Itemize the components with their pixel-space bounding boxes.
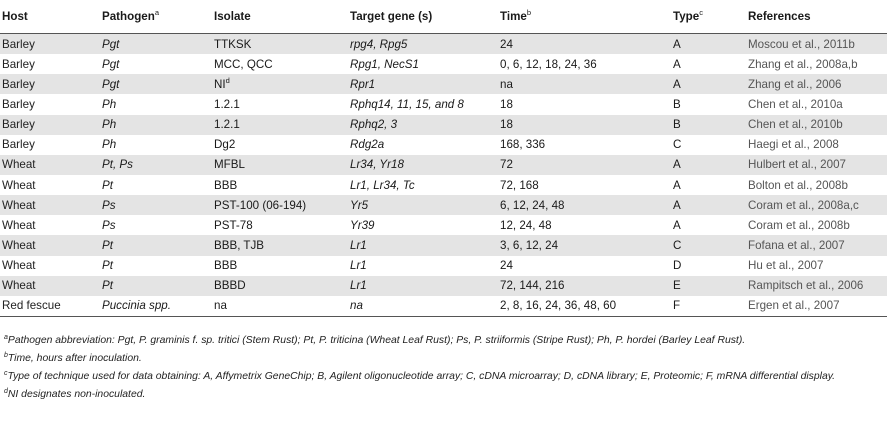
cell-time: 18: [500, 97, 513, 111]
cell-pathogen: Pt: [102, 276, 214, 296]
cell-target-gene: na: [350, 296, 500, 317]
cell-host: Barley: [2, 97, 35, 111]
table-row: [0, 135, 887, 155]
isolate-value: MFBL: [214, 158, 245, 172]
footnotes: [4, 334, 884, 406]
isolate-value: PST-78: [214, 218, 253, 232]
cell-host: Wheat: [0, 195, 102, 215]
footnote: [4, 370, 884, 383]
cell-target-gene: Lr1: [350, 276, 500, 296]
isolate-value: 1.2.1: [214, 97, 240, 111]
cell-isolate: [214, 296, 350, 317]
cell-pathogen: Ph: [102, 138, 117, 152]
header-type-label: Type: [673, 10, 700, 23]
header-time-label: Time: [500, 10, 527, 23]
isolate-value: na: [214, 299, 227, 313]
cell-type: B: [673, 115, 748, 135]
cell-reference: Chen et al., 2010a: [748, 97, 843, 111]
cell-time: 18: [500, 115, 673, 135]
cell-host: Barley: [2, 57, 35, 71]
cell-target-gene: Rphq14, 11, 15, and 8: [350, 97, 464, 111]
isolate-value: BBB: [214, 178, 238, 192]
isolate-value: MCC, QCC: [214, 57, 273, 71]
cell-isolate: [214, 276, 350, 296]
cell-time: 3, 6, 12, 24: [500, 235, 673, 255]
cell-target-gene: Rdg2a: [350, 138, 385, 152]
cell-isolate: [214, 235, 350, 255]
cell-type: E: [673, 276, 748, 296]
cell-isolate: [214, 215, 350, 235]
cell-target-gene: Rphq2, 3: [350, 115, 500, 135]
cell-isolate: [214, 54, 350, 74]
table-row: [0, 175, 887, 195]
cell-isolate: [214, 115, 350, 135]
cell-target-gene: Yr39: [350, 218, 375, 232]
cell-time: 12, 24, 48: [500, 218, 552, 232]
cell-reference: Haegi et al., 2008: [748, 138, 839, 152]
cell-type: C: [673, 235, 748, 255]
cell-host: Barley: [2, 138, 35, 152]
cell-reference: Moscou et al., 2011b: [748, 34, 887, 55]
cell-reference: Ergen et al., 2007: [748, 296, 887, 317]
header-references: References: [748, 0, 887, 34]
cell-reference: Zhang et al., 2006: [748, 74, 887, 94]
table-row: [0, 34, 887, 55]
cell-time: 168, 336: [500, 138, 546, 152]
cell-host: Wheat: [0, 155, 102, 175]
cell-isolate: [214, 195, 350, 215]
header-target: Target gene (s): [350, 0, 500, 34]
table-row: [0, 115, 887, 135]
table-row: [0, 296, 887, 317]
table-row: [0, 54, 887, 74]
cell-target-gene: Lr34, Yr18: [350, 155, 500, 175]
cell-type: D: [673, 259, 682, 273]
cell-pathogen: Pt, Ps: [102, 155, 214, 175]
table-row: [0, 276, 887, 296]
isolate-value: BBBD: [214, 279, 246, 293]
cell-isolate: [214, 135, 350, 155]
cell-time: 6, 12, 24, 48: [500, 195, 673, 215]
header-pathogen-label: Pathogen: [102, 10, 155, 23]
cell-time: 0, 6, 12, 18, 24, 36: [500, 57, 597, 71]
cell-time: 24: [500, 259, 513, 273]
cell-pathogen: Ps: [102, 195, 214, 215]
footnote: [4, 334, 884, 347]
isolate-value: NI: [214, 77, 226, 91]
cell-isolate: [214, 155, 350, 175]
cell-reference: Coram et al., 2008a,c: [748, 195, 887, 215]
header-type: [673, 0, 748, 34]
cell-pathogen: Pgt: [102, 57, 120, 71]
cell-type: F: [673, 296, 748, 317]
footnote-mark: b: [526, 8, 532, 17]
footnote-text: NI designates non-inoculated.: [7, 389, 146, 400]
header-isolate: Isolate: [214, 0, 350, 34]
cell-isolate: [214, 94, 350, 114]
cell-type: A: [673, 57, 681, 71]
footnote-mark: a: [4, 334, 8, 341]
cell-pathogen: Pgt: [102, 34, 214, 55]
cell-type: A: [673, 74, 748, 94]
footnote-text: Pathogen abbreviation: Pgt, P. graminis f. sp. tritici (Stem Rust); Pt, P. triticina (Wheat Leaf Rust); Ps, P. striiformis (Stripe Rust); Ph, P. hordei (Barley Leaf Rust).: [7, 335, 746, 346]
cell-type: B: [673, 97, 681, 111]
cell-target-gene: Yr5: [350, 195, 500, 215]
cell-reference: Coram et al., 2008b: [748, 218, 850, 232]
cell-type: A: [673, 178, 681, 192]
footnote-text: Time, hours after inoculation.: [7, 353, 142, 364]
cell-pathogen: Pt: [102, 178, 113, 192]
cell-pathogen: Puccinia spp.: [102, 296, 214, 317]
cell-target-gene: Lr1, Lr34, Tc: [350, 178, 415, 192]
cell-host: Barley: [0, 74, 102, 94]
cell-target-gene: rpg4, Rpg5: [350, 34, 500, 55]
footnote-mark: c: [699, 8, 703, 17]
cell-reference: Rampitsch et al., 2006: [748, 276, 887, 296]
footnote-mark: a: [154, 8, 159, 17]
cell-target-gene: Lr1: [350, 259, 367, 273]
table-row: [0, 155, 887, 175]
header-host: Host: [0, 0, 102, 34]
cell-host: Wheat: [2, 178, 36, 192]
cell-type: C: [673, 138, 682, 152]
footnote-mark: c: [4, 370, 8, 377]
cell-type: A: [673, 218, 681, 232]
footnote-text: Type of technique used for data obtaining: A, Affymetrix GeneChip; B, Agilent oligonucleotide array; C, cDNA microarray; D, cDNA library; E, Proteomic; F, mRNA differential display.: [7, 371, 836, 382]
cell-type: A: [673, 155, 748, 175]
cell-pathogen: Pt: [102, 235, 214, 255]
cell-host: Barley: [0, 34, 102, 55]
cell-host: Red fescue: [0, 296, 102, 317]
isolate-value: PST-100 (06-194): [214, 198, 307, 212]
isolate-value: BBB, TJB: [214, 238, 265, 252]
cell-target-gene: Rpr1: [350, 74, 500, 94]
cell-target-gene: Lr1: [350, 235, 500, 255]
cell-host: Wheat: [0, 276, 102, 296]
isolate-value: BBB: [214, 259, 238, 273]
cell-host: Wheat: [0, 235, 102, 255]
cell-pathogen: Ph: [102, 115, 214, 135]
table-row: [0, 94, 887, 114]
cell-host: Wheat: [2, 259, 36, 273]
cell-pathogen: Pt: [102, 259, 113, 273]
cell-reference: Bolton et al., 2008b: [748, 178, 848, 192]
cell-reference: Chen et al., 2010b: [748, 115, 887, 135]
cell-pathogen: Ps: [102, 218, 116, 232]
footnote: [4, 352, 884, 365]
cell-time: na: [500, 74, 673, 94]
isolate-value: TTKSK: [214, 37, 252, 51]
cell-reference: Hu et al., 2007: [748, 259, 824, 273]
cell-type: A: [673, 34, 748, 55]
cell-isolate: [214, 34, 350, 55]
cell-time: 72, 144, 216: [500, 276, 673, 296]
cell-isolate: [214, 175, 350, 195]
header-row: [0, 0, 887, 34]
cell-isolate: [214, 256, 350, 276]
cell-isolate: [214, 74, 350, 94]
table-body: [0, 34, 887, 317]
cell-host: Wheat: [2, 218, 36, 232]
footnote-mark: d: [4, 388, 8, 395]
cell-time: 72, 168: [500, 178, 539, 192]
header-pathogen: [102, 0, 214, 34]
cell-time: 2, 8, 16, 24, 36, 48, 60: [500, 296, 673, 317]
footnote-mark: d: [225, 75, 230, 85]
cell-host: Barley: [0, 115, 102, 135]
cell-pathogen: Ph: [102, 97, 117, 111]
cell-target-gene: Rpg1, NecS1: [350, 57, 419, 71]
table-row: [0, 195, 887, 215]
table-row: [0, 215, 887, 235]
table-row: [0, 256, 887, 276]
header-time: [500, 0, 673, 34]
footnote: [4, 388, 884, 401]
cell-time: 24: [500, 34, 673, 55]
cell-time: 72: [500, 155, 673, 175]
cell-type: A: [673, 195, 748, 215]
table-row: [0, 235, 887, 255]
cell-reference: Hulbert et al., 2007: [748, 155, 887, 175]
cell-pathogen: Pgt: [102, 74, 214, 94]
footnote-mark: b: [4, 352, 8, 359]
cell-reference: Fofana et al., 2007: [748, 235, 887, 255]
isolate-value: Dg2: [214, 138, 236, 152]
table-row: [0, 74, 887, 94]
isolate-value: 1.2.1: [214, 118, 240, 132]
cell-reference: Zhang et al., 2008a,b: [748, 57, 858, 71]
